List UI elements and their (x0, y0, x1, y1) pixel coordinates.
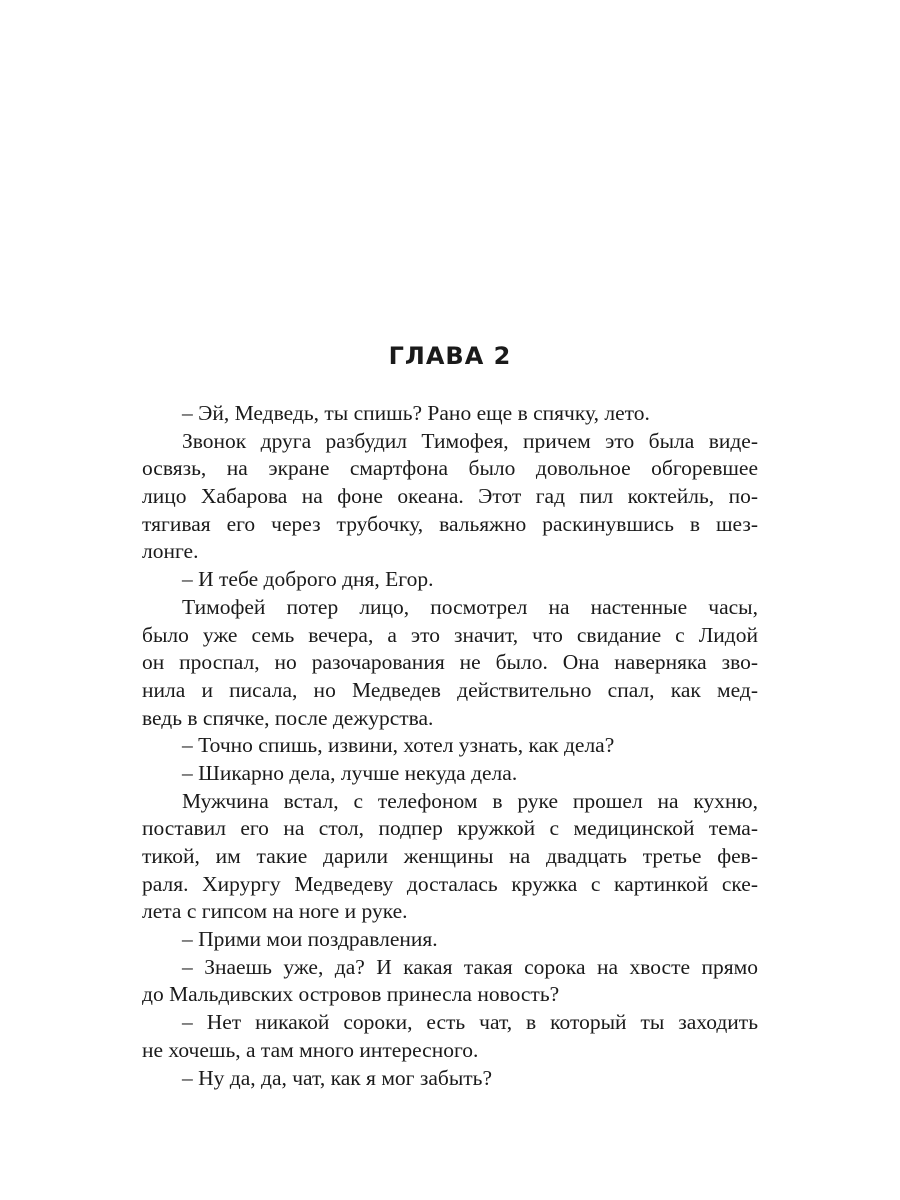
text-line: не хочешь, а там много интересного. (142, 1037, 479, 1062)
text-line: ведь в спячке, после дежурства. (142, 705, 434, 730)
text-line: – Знаешь уже, да? И какая такая сорока на хвосте прямо (182, 954, 758, 979)
text-line: – И тебе доброго дня, Егор. (182, 567, 434, 592)
text-line: – Шикарно дела, лучше некуда дела. (182, 760, 518, 785)
text-line: – Эй, Медведь, ты спишь? Рано еще в спячку, лето. (182, 401, 650, 425)
chapter-title: ГЛАВА 2 (388, 342, 512, 370)
text-line: – Ну да, да, чат, как я мог забыть? (182, 1065, 493, 1090)
text-line: он проспал, но разочарования не было. Она наверняка зво- (142, 650, 758, 675)
text-line: нила и писала, но Медведев действительно спал, как мед- (142, 677, 758, 702)
text-line: было уже семь вечера, а это значит, что свидание с Лидой (142, 622, 758, 647)
text-line: тикой, им такие дарили женщины на двадцать третье фев- (142, 844, 758, 868)
text-line: лета с гипсом на ноге и руке. (142, 899, 408, 924)
text-line: – Нет никакой сороки, есть чат, в который ты заходить (182, 1010, 758, 1035)
text-line: освязь, на экране смартфона было довольное обгоревшее (142, 456, 758, 481)
text-line: – Прими мои поздравления. (182, 927, 438, 952)
text-line: поставил его на стол, подпер кружкой с медицинской тема- (142, 816, 758, 841)
text-line: раля. Хирургу Медведеву досталась кружка с картинкой ске- (142, 871, 758, 896)
text-line: до Мальдивских островов принесла новость? (142, 982, 560, 1007)
text-line: Звонок друга разбудил Тимофея, причем это была виде- (182, 428, 758, 453)
text-line: Мужчина встал, с телефоном в руке прошел на кухню, (182, 788, 758, 813)
text-line: лонге. (142, 539, 199, 564)
text-line: лицо Хабарова на фоне океана. Этот гад пил коктейль, по- (142, 484, 758, 509)
text-line: – Точно спишь, извини, хотел узнать, как дела? (182, 733, 615, 758)
chapter-text (142, 400, 758, 1092)
text-line: тягивая его через трубочку, вальяжно раскинувшись в шез- (142, 511, 758, 536)
text-line: Тимофей потер лицо, посмотрел на настенные часы, (182, 594, 758, 619)
